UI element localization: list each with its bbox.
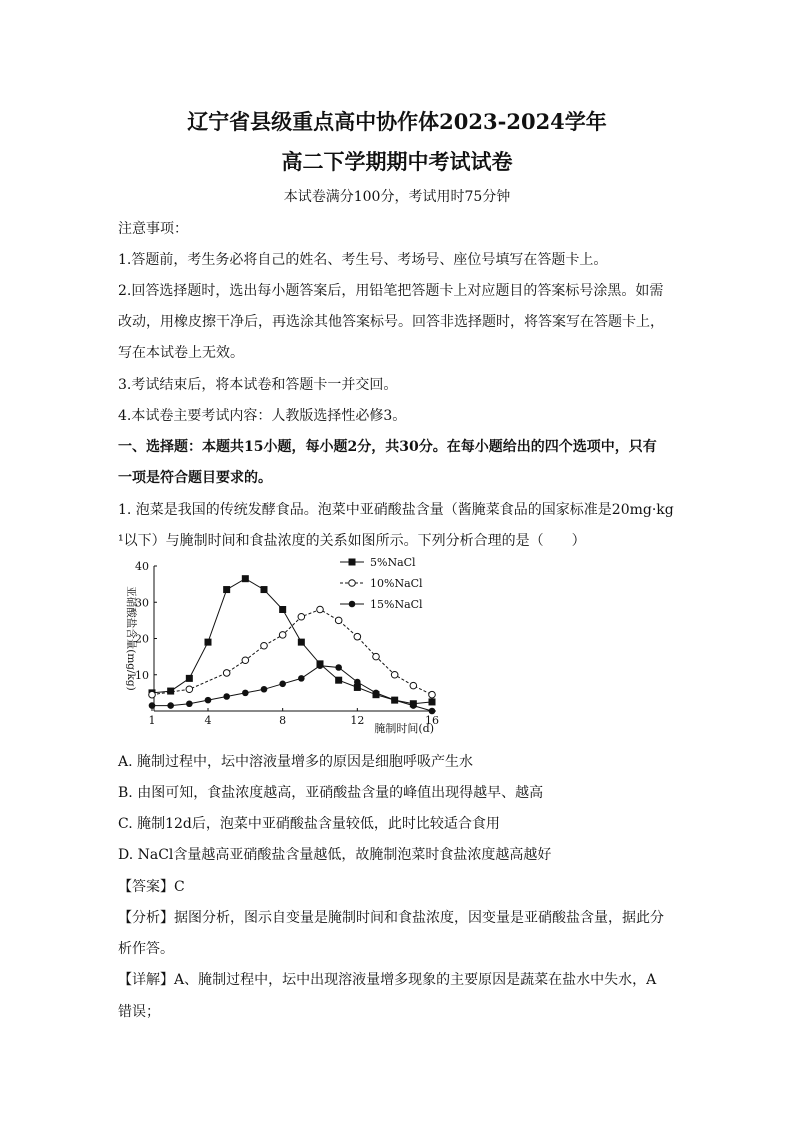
q1-answer: 【答案】C [118,879,185,895]
data-point-filled-circle [373,690,380,697]
legend-label: 10%NaCl [370,577,423,590]
exam-subtitle: 本试卷满分100分，考试用时75分钟 [283,189,511,205]
data-point-filled-circle [242,690,249,697]
data-point-filled-circle [205,697,212,704]
y-tick-label: 30 [135,596,149,610]
data-point-open-circle [261,642,268,649]
exam-title-line1: 辽宁省县级重点高中协作体2023-2024学年 [187,109,607,134]
chart-legend [340,556,423,611]
data-point-filled-circle [149,702,156,709]
legend-label: 5%NaCl [370,556,416,569]
q1-option-b: B. 由图可知，食盐浓度越高，亚硝酸盐含量的峰值出现得越早、越高 [118,785,544,801]
data-point-open-circle [429,691,436,698]
notice-item-2-line2: 改动，用橡皮擦干净后，再选涂其他答案标号。回答非选择题时，将答案写在答题卡上， [118,314,664,330]
data-point-filled-circle [335,664,342,671]
x-tick-label: 12 [350,714,365,727]
notice-item-2-line3: 写在本试卷上无效。 [118,345,244,361]
data-point-filled-circle [223,693,230,700]
data-point-open-circle [391,671,398,678]
data-point-filled-circle [354,679,361,686]
data-point-square [298,639,305,646]
data-point-square [429,698,436,705]
x-tick-label: 8 [279,714,287,727]
data-point-filled-circle [186,700,193,707]
q1-detail-line1: 【详解】A、腌制过程中，坛中出现溶液量增多现象的主要原因是蔬菜在盐水中失水，A [118,972,657,988]
q1-analysis-line2: 析作答。 [118,941,174,957]
data-point-square [349,559,356,566]
data-point-filled-circle [429,708,436,715]
data-point-open-circle [298,613,305,620]
series-line [152,666,432,711]
y-tick-label: 20 [135,632,149,646]
x-tick-label: 16 [425,714,439,727]
exam-title-line2: 高二下学期期中考试试卷 [281,149,513,174]
notice-item-4: 4.本试卷主要考试内容：人教版选择性必修3。 [118,408,407,424]
x-tick-label: 1 [148,714,156,727]
data-point-open-circle [354,633,361,640]
data-point-filled-circle [298,675,305,682]
data-point-square [279,606,286,613]
notice-heading: 注意事项： [118,221,188,237]
data-point-open-circle [335,617,342,624]
data-point-square [261,586,268,593]
q1-option-d: D. NaCl含量越高亚硝酸盐含量越低，故腌制泡菜时食盐浓度越高越好 [118,847,552,863]
data-point-open-circle [242,657,249,664]
y-tick-label: 40 [135,560,149,573]
data-point-open-circle [317,606,324,613]
x-tick-label: 4 [204,714,212,727]
section1-heading-line2: 一项是符合题目要求的。 [118,470,272,486]
data-point-filled-circle [167,702,174,709]
data-point-open-circle [373,653,380,660]
data-point-square [186,675,193,682]
notice-item-2-line1: 2.回答选择题时，选出每小题答案后，用铅笔把答题卡上对应题目的答案标号涂黑。如需 [118,283,664,299]
data-point-square [205,639,212,646]
series-2 [149,606,436,698]
data-point-filled-circle [391,697,398,704]
data-point-open-circle [186,686,193,693]
data-point-filled-circle [261,686,268,693]
q1-option-a: A. 腌制过程中，坛中溶液量增多的原因是细胞呼吸产生水 [118,754,474,770]
nitrite-chart [118,556,448,736]
data-point-square [167,688,174,695]
y-axis-label: 亚硝酸盐含量(mg/kg) [125,586,137,691]
series-line [152,610,432,695]
notice-item-3: 3.考试结束后，将本试卷和答题卡一并交回。 [118,377,398,393]
data-point-open-circle [279,632,286,639]
chart-series [149,575,436,714]
data-point-filled-circle [279,681,286,688]
data-point-square [335,677,342,684]
section1-heading-line1: 一、选择题：本题共15小题，每小题2分，共30分。在每小题给出的四个选项中，只有 [118,439,657,455]
data-point-filled-circle [317,662,324,669]
q1-detail-line2: 错误； [118,1004,160,1020]
q1-analysis-line1: 【分析】据图分析，图示自变量是腌制时间和食盐浓度，因变量是亚硝酸盐含量，据此分 [118,910,664,926]
q1-stem-line1: 1. 泡菜是我国的传统发酵食品。泡菜中亚硝酸盐含量（酱腌菜食品的国家标准是20mg·kg [118,502,674,518]
data-point-filled-circle [410,702,417,709]
y-tick-label: 10 [135,668,149,682]
q1-option-c: C. 腌制12d后，泡菜中亚硝酸盐含量较低，此时比较适合食用 [118,816,500,832]
x-axis-label: 腌制时间(d) [374,722,434,735]
data-point-open-circle [349,580,356,587]
notice-item-1: 1.答题前，考生务必将自己的姓名、考生号、考场号、座位号填写在答题卡上。 [118,252,608,268]
data-point-square [223,586,230,593]
data-point-square [242,575,249,582]
data-point-open-circle [410,682,417,689]
data-point-open-circle [149,691,156,698]
data-point-open-circle [223,670,230,677]
legend-label: 15%NaCl [370,598,423,611]
q1-stem-line2: ¹以下）与腌制时间和食盐浓度的关系如图所示。下列分析合理的是（ ） [118,533,586,549]
data-point-filled-circle [349,601,356,608]
